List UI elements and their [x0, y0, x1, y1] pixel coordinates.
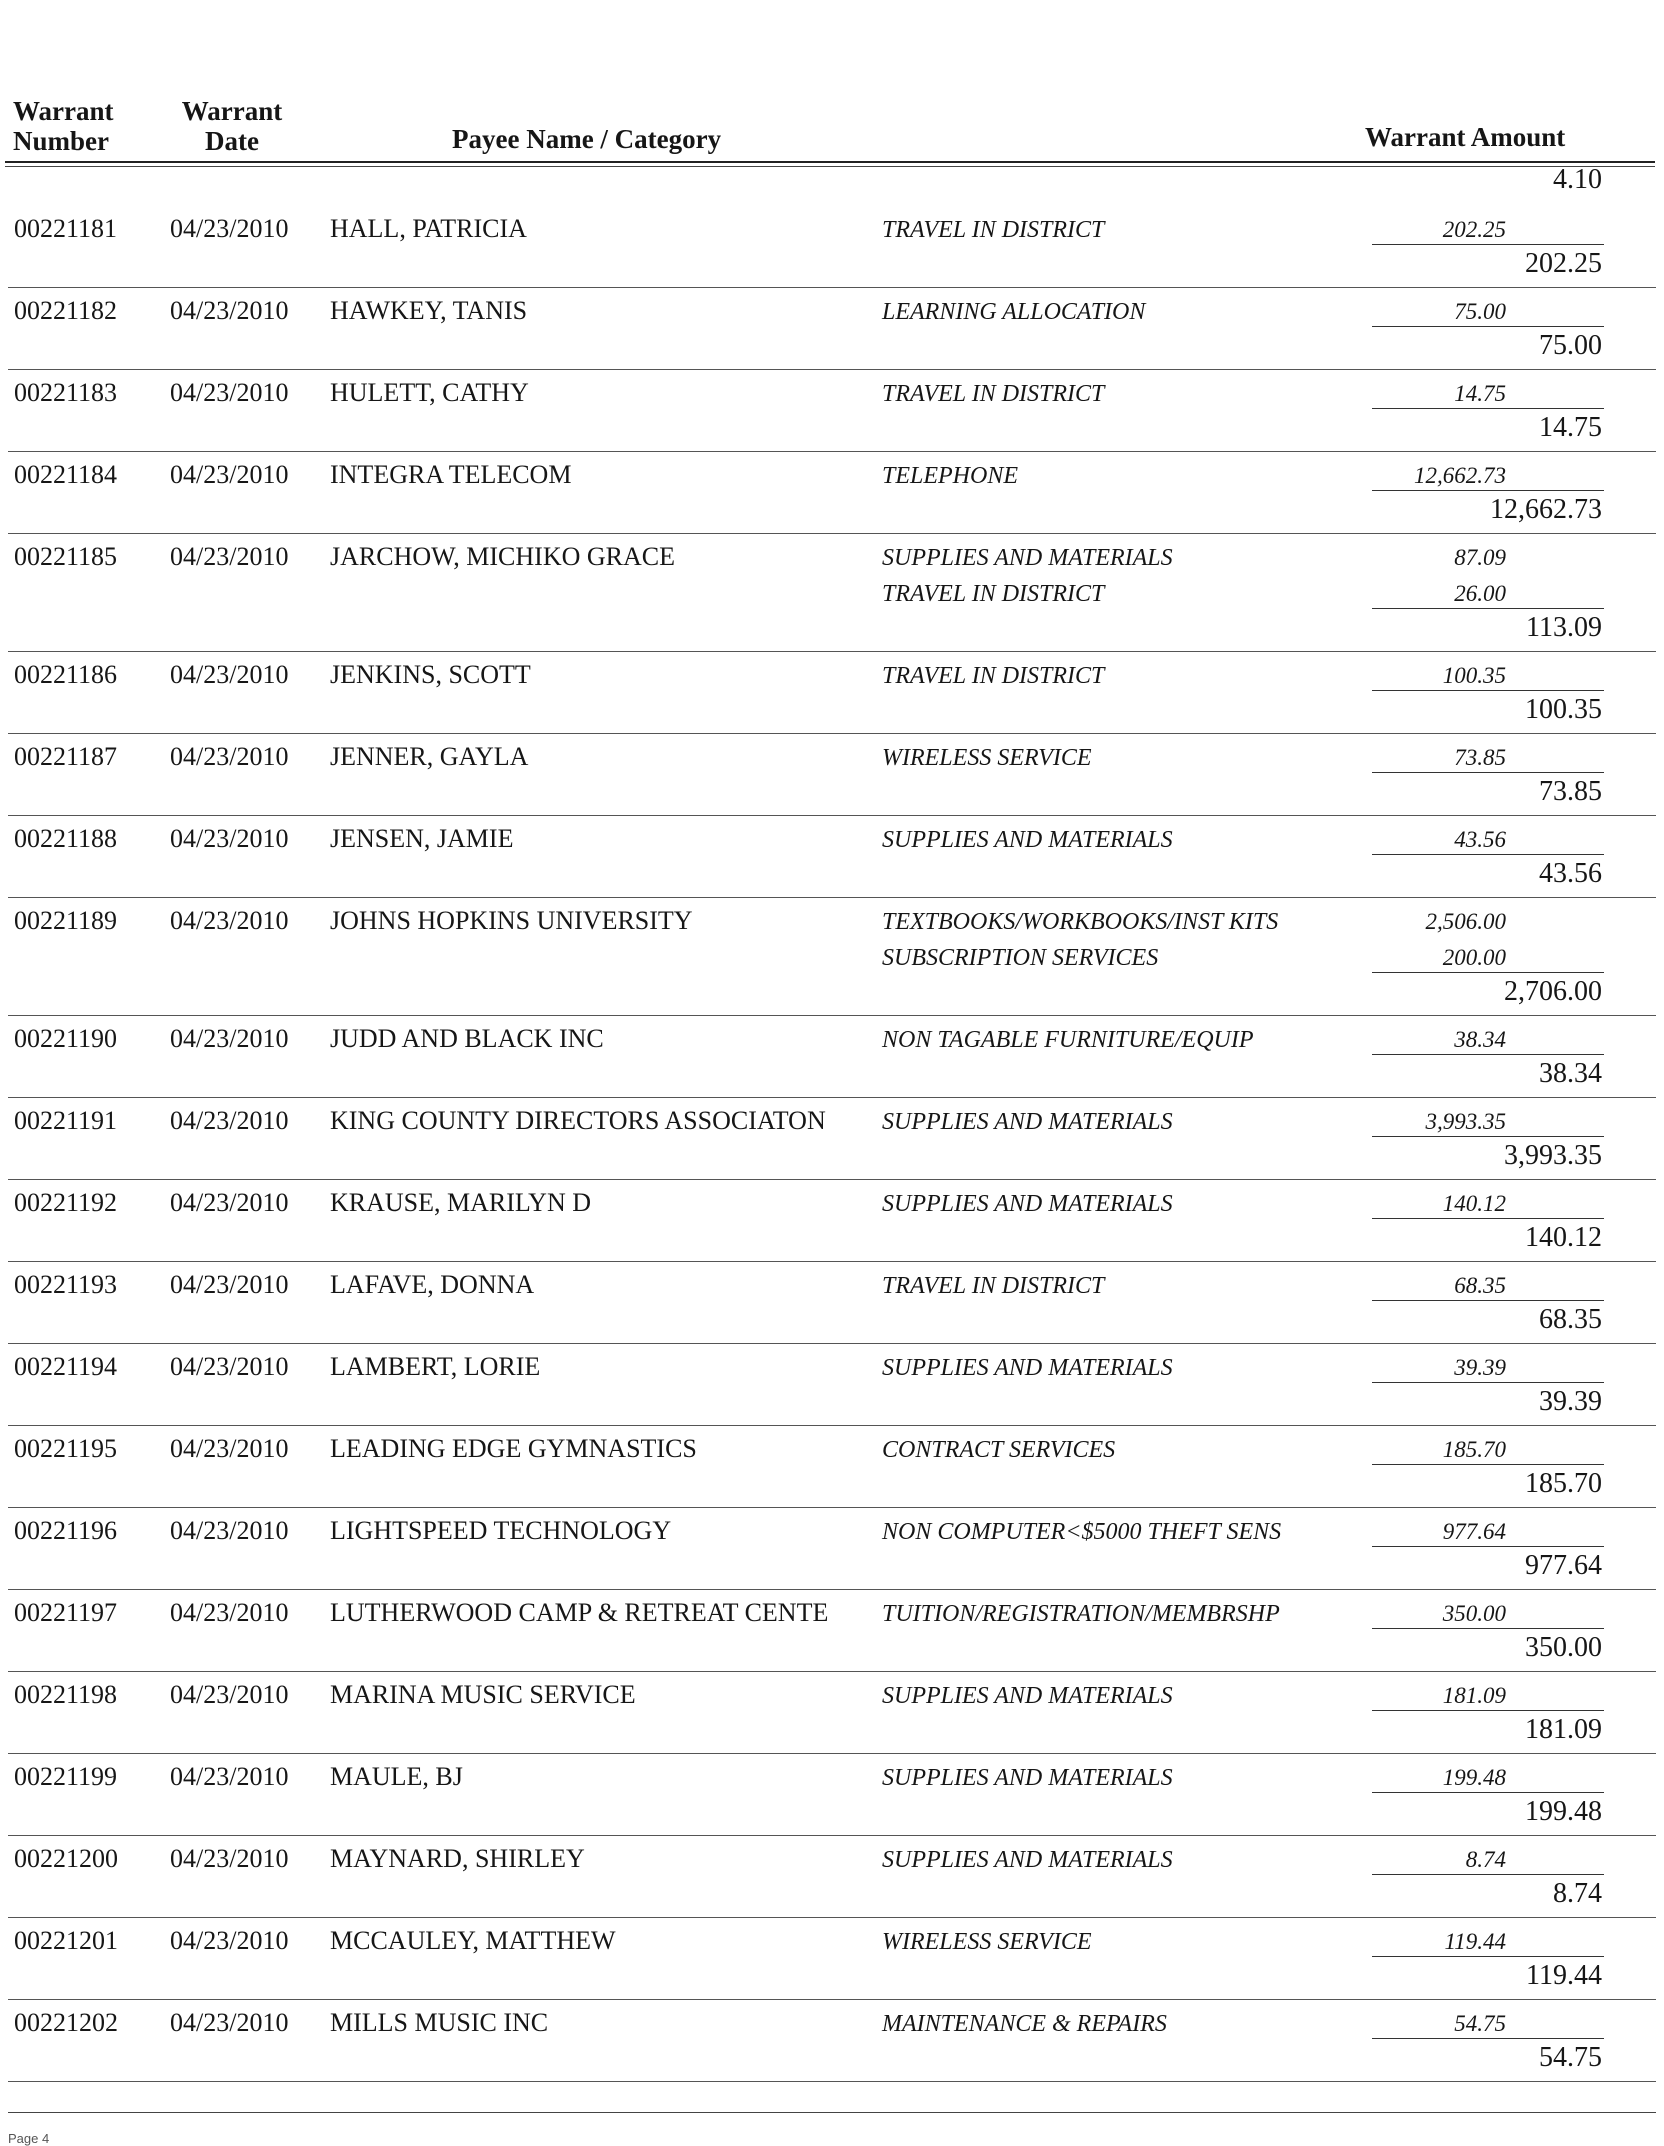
category-amount-list [1454, 540, 1506, 612]
subtotal-rule [1372, 326, 1604, 327]
category-amount-list [1454, 2006, 1506, 2042]
category-name: SUPPLIES AND MATERIALS [882, 1191, 1173, 1217]
subtotal-rule [1372, 854, 1604, 855]
category-amount-list [1443, 1678, 1506, 1714]
warrant-row [0, 1836, 1664, 1918]
category-amount-list [1454, 740, 1506, 776]
category-list [882, 822, 1173, 858]
category-amount-list [1426, 904, 1507, 976]
warrant-total: 73.85 [1539, 776, 1602, 807]
category-name: TRAVEL IN DISTRICT [882, 381, 1105, 407]
payee-name: HAWKEY, TANIS [330, 296, 528, 325]
warrant-row [0, 1098, 1664, 1180]
category-list [882, 2006, 1167, 2042]
warrant-date: 04/23/2010 [170, 1762, 289, 1791]
category-amount-list [1443, 1186, 1506, 1222]
category-amount-list [1414, 458, 1506, 494]
category-amount: 87.09 [1454, 545, 1506, 570]
warrant-number: 00221201 [14, 1926, 118, 1955]
category-name: NON TAGABLE FURNITURE/EQUIP [882, 1027, 1254, 1053]
warrant-row [0, 288, 1664, 370]
warrant-date: 04/23/2010 [170, 2008, 289, 2037]
warrant-total: 977.64 [1525, 1550, 1602, 1581]
subtotal-rule [1372, 972, 1604, 973]
category-amount-list [1454, 1022, 1506, 1058]
payee-name: INTEGRA TELECOM [330, 460, 572, 489]
subtotal-rule [1372, 1382, 1604, 1383]
category-name: TRAVEL IN DISTRICT [882, 217, 1105, 243]
warrant-total: 113.09 [1526, 612, 1602, 643]
subtotal-rule [1372, 1464, 1604, 1465]
subtotal-rule [1372, 408, 1604, 409]
subtotal-rule [1372, 1710, 1604, 1711]
subtotal-rule [1372, 690, 1604, 691]
subtotal-rule [1372, 1628, 1604, 1629]
warrant-total: 43.56 [1539, 858, 1602, 889]
payee-name: MCCAULEY, MATTHEW [330, 1926, 616, 1955]
payee-name: LAMBERT, LORIE [330, 1352, 541, 1381]
header-warrant-date: Warrant Date [181, 96, 283, 156]
warrant-total: 100.35 [1525, 694, 1602, 725]
header-rule-secondary [5, 166, 1655, 167]
payee-name: LAFAVE, DONNA [330, 1270, 535, 1299]
warrant-row [0, 1262, 1664, 1344]
warrant-row [0, 1672, 1664, 1754]
subtotal-rule [1372, 1218, 1604, 1219]
category-amount: 181.09 [1442, 1683, 1506, 1708]
category-list [882, 904, 1278, 976]
warrant-date: 04/23/2010 [170, 660, 289, 689]
warrant-number: 00221197 [14, 1598, 118, 1627]
category-list [882, 1678, 1173, 1714]
payee-name: JENSEN, JAMIE [330, 824, 514, 853]
category-amount-list [1454, 294, 1506, 330]
category-name: WIRELESS SERVICE [882, 1929, 1092, 1955]
warrant-total: 2,706.00 [1504, 976, 1602, 1007]
category-list [882, 1432, 1115, 1468]
category-list [882, 212, 1104, 248]
warrant-number: 00221200 [14, 1844, 118, 1873]
warrant-number: 00221188 [14, 824, 118, 853]
category-amount: 14.75 [1454, 381, 1506, 406]
payee-name: MAYNARD, SHIRLEY [330, 1844, 585, 1873]
warrant-number: 00221190 [14, 1024, 118, 1053]
payee-name: JUDD AND BLACK INC [330, 1024, 604, 1053]
category-list [882, 658, 1104, 694]
warrant-total: 75.00 [1539, 330, 1602, 361]
category-amount-list [1443, 212, 1506, 248]
payee-name: LIGHTSPEED TECHNOLOGY [330, 1516, 672, 1545]
warrant-date: 04/23/2010 [170, 742, 289, 771]
warrant-number: 00221185 [14, 542, 118, 571]
category-name: SUPPLIES AND MATERIALS [882, 1109, 1173, 1135]
category-name: SUPPLIES AND MATERIALS [882, 1683, 1173, 1709]
warrant-number: 00221183 [14, 378, 118, 407]
warrant-row [0, 206, 1664, 288]
category-list [882, 1596, 1280, 1632]
payee-name: JENNER, GAYLA [330, 742, 529, 771]
warrant-number: 00221202 [14, 2008, 118, 2037]
warrant-row [0, 1344, 1664, 1426]
category-list [882, 1022, 1254, 1058]
category-name: SUBSCRIPTION SERVICES [882, 945, 1159, 971]
payee-name: HALL, PATRICIA [330, 214, 527, 243]
warrant-row [0, 1426, 1664, 1508]
category-amount-list [1454, 1268, 1506, 1304]
category-amount: 200.00 [1442, 945, 1506, 970]
category-amount-list [1443, 1596, 1506, 1632]
payee-name: KING COUNTY DIRECTORS ASSOCIATON [330, 1106, 826, 1135]
row-separator [8, 2081, 1656, 2082]
warrant-total: 54.75 [1539, 2042, 1602, 2073]
subtotal-rule [1372, 2038, 1604, 2039]
category-list [882, 458, 1018, 494]
warrant-date: 04/23/2010 [170, 1024, 289, 1053]
warrant-number: 00221181 [14, 214, 118, 243]
warrant-date: 04/23/2010 [170, 1844, 289, 1873]
category-amount-list [1466, 1842, 1506, 1878]
warrant-number: 00221192 [14, 1188, 118, 1217]
category-amount: 54.75 [1454, 2011, 1506, 2036]
category-name: MAINTENANCE & REPAIRS [882, 2011, 1167, 2037]
warrant-number: 00221186 [14, 660, 118, 689]
warrant-date: 04/23/2010 [170, 542, 289, 571]
warrant-total: 39.39 [1539, 1386, 1602, 1417]
category-amount: 199.48 [1442, 1765, 1506, 1790]
subtotal-rule [1372, 1874, 1604, 1875]
warrant-row [0, 652, 1664, 734]
payee-name: LEADING EDGE GYMNASTICS [330, 1434, 697, 1463]
warrant-total: 12,662.73 [1490, 494, 1602, 525]
warrant-row [0, 534, 1664, 652]
warrant-total: 38.34 [1539, 1058, 1602, 1089]
page-number: Page 4 [8, 2131, 50, 2146]
warrant-row [0, 898, 1664, 1016]
warrant-date: 04/23/2010 [170, 460, 289, 489]
subtotal-rule [1372, 1136, 1604, 1137]
warrant-total: 140.12 [1525, 1222, 1602, 1253]
category-list [882, 376, 1104, 412]
warrant-row [0, 1754, 1664, 1836]
payee-name: MILLS MUSIC INC [330, 2008, 549, 2037]
header-rule [5, 161, 1655, 163]
warrant-row [0, 1180, 1664, 1262]
category-list [882, 1350, 1173, 1386]
warrant-total: 68.35 [1539, 1304, 1602, 1335]
subtotal-rule [1372, 608, 1604, 609]
category-amount: 75.00 [1454, 299, 1506, 324]
header-warrant-amount: Warrant Amount [1365, 122, 1566, 152]
warrant-number: 00221182 [14, 296, 118, 325]
header-warrant-number: Warrant Number [13, 96, 114, 156]
warrant-date: 04/23/2010 [170, 1598, 289, 1627]
warrant-number: 00221189 [14, 906, 118, 935]
category-amount: 977.64 [1442, 1519, 1506, 1544]
warrant-date: 04/23/2010 [170, 1680, 289, 1709]
warrant-date: 04/23/2010 [170, 906, 289, 935]
warrant-date: 04/23/2010 [170, 1188, 289, 1217]
category-list [882, 540, 1173, 612]
subtotal-rule [1372, 1054, 1604, 1055]
category-list [882, 740, 1092, 776]
warrant-row [0, 370, 1664, 452]
category-amount-list [1443, 1432, 1506, 1468]
warrant-total: 185.70 [1525, 1468, 1602, 1499]
payee-name: KRAUSE, MARILYN D [330, 1188, 592, 1217]
category-amount: 43.56 [1454, 827, 1506, 852]
warrant-row [0, 1918, 1664, 2000]
warrant-total: 14.75 [1539, 412, 1602, 443]
warrant-total: 3,993.35 [1504, 1140, 1602, 1171]
carried-forward-total: 4.10 [1553, 164, 1602, 195]
payee-name: JARCHOW, MICHIKO GRACE [330, 542, 676, 571]
subtotal-rule [1372, 1546, 1604, 1547]
warrant-date: 04/23/2010 [170, 1106, 289, 1135]
category-name: TRAVEL IN DISTRICT [882, 1273, 1105, 1299]
warrant-row [0, 2000, 1664, 2082]
category-amount: 3,993.35 [1425, 1109, 1506, 1134]
category-amount-list [1454, 1350, 1506, 1386]
warrant-total: 350.00 [1525, 1632, 1602, 1663]
category-name: SUPPLIES AND MATERIALS [882, 1355, 1173, 1381]
category-amount: 100.35 [1442, 663, 1506, 688]
category-list [882, 1104, 1173, 1140]
warrant-date: 04/23/2010 [170, 824, 289, 853]
warrant-date: 04/23/2010 [170, 1516, 289, 1545]
category-list [882, 1514, 1281, 1550]
payee-name: JOHNS HOPKINS UNIVERSITY [330, 906, 693, 935]
warrant-row [0, 734, 1664, 816]
category-name: WIRELESS SERVICE [882, 745, 1092, 771]
warrant-row [0, 816, 1664, 898]
category-amount-list [1443, 1514, 1506, 1550]
warrant-date: 04/23/2010 [170, 1434, 289, 1463]
subtotal-rule [1372, 1300, 1604, 1301]
subtotal-rule [1372, 772, 1604, 773]
category-list [882, 1842, 1173, 1878]
category-amount: 38.34 [1454, 1027, 1506, 1052]
category-amount: 185.70 [1442, 1437, 1506, 1462]
category-name: SUPPLIES AND MATERIALS [882, 545, 1173, 571]
subtotal-rule [1372, 490, 1604, 491]
category-name: SUPPLIES AND MATERIALS [882, 1765, 1173, 1791]
warrant-number: 00221184 [14, 460, 118, 489]
category-amount-list [1443, 1760, 1506, 1796]
category-amount: 73.85 [1454, 745, 1506, 770]
category-amount-list [1454, 822, 1506, 858]
subtotal-rule [1372, 1792, 1604, 1793]
category-list [882, 1268, 1104, 1304]
payee-name: MARINA MUSIC SERVICE [330, 1680, 636, 1709]
category-amount-list [1426, 1104, 1507, 1140]
category-name: TELEPHONE [882, 463, 1019, 489]
warrant-date: 04/23/2010 [170, 214, 289, 243]
warrant-total: 181.09 [1525, 1714, 1602, 1745]
warrant-row [0, 1016, 1664, 1098]
category-list [882, 1760, 1173, 1796]
warrant-number: 00221198 [14, 1680, 118, 1709]
category-amount: 68.35 [1454, 1273, 1506, 1298]
category-amount: 140.12 [1442, 1191, 1506, 1216]
warrant-number: 00221196 [14, 1516, 118, 1545]
payee-name: MAULE, BJ [330, 1762, 463, 1791]
header-payee-category: Payee Name / Category [452, 124, 722, 154]
warrant-number: 00221199 [14, 1762, 118, 1791]
payee-name: LUTHERWOOD CAMP & RETREAT CENTE [330, 1598, 829, 1627]
category-amount: 39.39 [1454, 1355, 1506, 1380]
warrant-number: 00221193 [14, 1270, 118, 1299]
warrant-total: 199.48 [1525, 1796, 1602, 1827]
warrant-number: 00221194 [14, 1352, 118, 1381]
category-name: CONTRACT SERVICES [882, 1437, 1116, 1463]
category-amount: 119.44 [1444, 1929, 1506, 1954]
category-amount: 12,662.73 [1414, 463, 1506, 488]
category-amount-list [1454, 376, 1506, 412]
category-name: TEXTBOOKS/WORKBOOKS/INST KITS [882, 909, 1279, 935]
category-amount: 2,506.00 [1425, 909, 1506, 934]
category-list [882, 1924, 1092, 1960]
warrant-row [0, 1508, 1664, 1590]
warrant-date: 04/23/2010 [170, 1270, 289, 1299]
category-amount: 26.00 [1454, 581, 1506, 606]
subtotal-rule [1372, 244, 1604, 245]
category-amount-list [1444, 1924, 1506, 1960]
category-amount: 350.00 [1442, 1601, 1506, 1626]
warrant-total: 202.25 [1525, 248, 1602, 279]
payee-name: JENKINS, SCOTT [330, 660, 531, 689]
category-name: SUPPLIES AND MATERIALS [882, 1847, 1173, 1873]
category-name: TRAVEL IN DISTRICT [882, 663, 1105, 689]
category-amount-list [1443, 658, 1506, 694]
footer-rule [8, 2112, 1656, 2113]
warrant-date: 04/23/2010 [170, 1926, 289, 1955]
category-list [882, 294, 1145, 330]
category-name: NON COMPUTER<$5000 THEFT SENS [882, 1519, 1282, 1545]
warrant-date: 04/23/2010 [170, 378, 289, 407]
category-amount: 202.25 [1442, 217, 1506, 242]
category-list [882, 1186, 1173, 1222]
category-name: TUITION/REGISTRATION/MEMBRSHP [882, 1601, 1280, 1627]
payee-name: HULETT, CATHY [330, 378, 529, 407]
category-amount: 8.74 [1465, 1847, 1506, 1872]
warrant-date: 04/23/2010 [170, 296, 289, 325]
category-name: TRAVEL IN DISTRICT [882, 581, 1105, 607]
subtotal-rule [1372, 1956, 1604, 1957]
warrant-row [0, 1590, 1664, 1672]
warrant-row [0, 452, 1664, 534]
warrant-number: 00221191 [14, 1106, 118, 1135]
category-name: LEARNING ALLOCATION [882, 299, 1146, 325]
warrant-total: 8.74 [1553, 1878, 1602, 1909]
warrant-number: 00221195 [14, 1434, 118, 1463]
category-name: SUPPLIES AND MATERIALS [882, 827, 1173, 853]
warrant-date: 04/23/2010 [170, 1352, 289, 1381]
warrant-number: 00221187 [14, 742, 118, 771]
warrant-total: 119.44 [1526, 1960, 1602, 1991]
